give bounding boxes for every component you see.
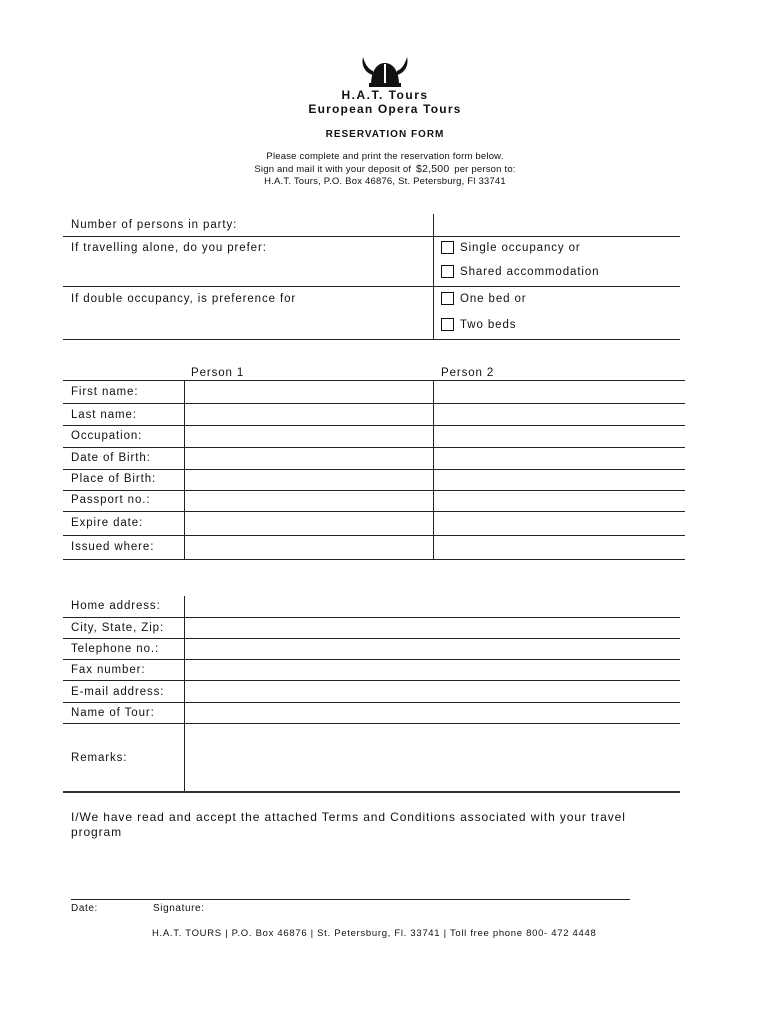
passport-no-label: Passport no.: [71, 494, 151, 506]
name-of-tour-input[interactable] [185, 703, 679, 723]
signature-input[interactable] [71, 880, 631, 900]
person1-occupation-input[interactable] [185, 426, 433, 447]
persons-in-party-label: Number of persons in party: [71, 219, 238, 231]
terms-statement: I/We have read and accept the attached Terms and Conditions associated with your travel program [71, 810, 626, 839]
brand-subtitle: European Opera Tours [308, 102, 462, 116]
footer-contact: H.A.T. TOURS | P.O. Box 46876 | St. Petersburg, Fl. 33741 | Toll free phone 800- 472 4448 [152, 928, 597, 939]
address-table-bottom-line [63, 791, 680, 793]
person1-issued-where-input[interactable] [185, 536, 433, 559]
two-beds-label: Two beds [460, 319, 517, 331]
issued-where-label: Issued where: [71, 541, 155, 553]
shared-accommodation-checkbox[interactable] [441, 265, 454, 278]
viking-helmet-logo-icon [359, 55, 411, 89]
name-of-tour-label: Name of Tour: [71, 707, 155, 719]
person2-first-name-input[interactable] [434, 381, 684, 403]
instructions-deposit-prefix: Sign and mail it with your deposit of [254, 164, 412, 175]
person1-date-of-birth-input[interactable] [185, 448, 433, 469]
email-address-label: E-mail address: [71, 686, 165, 698]
form-title: RESERVATION FORM [325, 129, 445, 140]
city-state-zip-label: City, State, Zip: [71, 622, 165, 634]
instructions-line-2 [0, 163, 770, 175]
instructions-line-3: H.A.T. Tours, P.O. Box 46876, St. Petersburg, Fl 33741 [264, 176, 506, 187]
person-2-header: Person 2 [441, 367, 495, 379]
expire-date-label: Expire date: [71, 517, 144, 529]
telephone-input[interactable] [185, 639, 679, 659]
deposit-amount: $2,500 [416, 163, 450, 175]
person2-place-of-birth-input[interactable] [434, 470, 684, 490]
person1-place-of-birth-input[interactable] [185, 470, 433, 490]
home-address-input[interactable] [185, 596, 679, 617]
person1-expire-date-input[interactable] [185, 512, 433, 535]
single-occupancy-checkbox[interactable] [441, 241, 454, 254]
divider [63, 286, 680, 287]
table-bottom-line [63, 559, 685, 560]
single-occupancy-label: Single occupancy or [460, 242, 581, 254]
occupation-label: Occupation: [71, 430, 143, 442]
person1-last-name-input[interactable] [185, 404, 433, 425]
signature-line [71, 899, 630, 900]
shared-accommodation-label: Shared accommodation [460, 266, 600, 278]
fax-number-input[interactable] [185, 660, 679, 680]
signature-label: Signature: [153, 903, 205, 914]
date-label: Date: [71, 903, 98, 914]
person2-date-of-birth-input[interactable] [434, 448, 684, 469]
instructions-line-1: Please complete and print the reservation form below. [266, 151, 504, 162]
divider [63, 339, 680, 340]
two-beds-checkbox[interactable] [441, 318, 454, 331]
instructions-deposit-suffix: per person to: [454, 164, 516, 175]
brand-name: H.A.T. Tours [341, 88, 429, 102]
fax-number-label: Fax number: [71, 664, 146, 676]
one-bed-checkbox[interactable] [441, 292, 454, 305]
person2-expire-date-input[interactable] [434, 512, 684, 535]
travelling-alone-label: If travelling alone, do you prefer: [71, 242, 267, 254]
email-address-input[interactable] [185, 681, 679, 702]
divider [63, 236, 680, 237]
date-of-birth-label: Date of Birth: [71, 452, 151, 464]
remarks-textarea[interactable] [185, 724, 679, 792]
first-name-label: First name: [71, 386, 139, 398]
telephone-label: Telephone no.: [71, 643, 160, 655]
place-of-birth-label: Place of Birth: [71, 473, 157, 485]
person1-passport-input[interactable] [185, 491, 433, 511]
city-state-zip-input[interactable] [185, 618, 679, 638]
remarks-label: Remarks: [71, 752, 128, 764]
person2-issued-where-input[interactable] [434, 536, 684, 559]
person1-first-name-input[interactable] [185, 381, 433, 403]
person2-passport-input[interactable] [434, 491, 684, 511]
double-occupancy-label: If double occupancy, is preference for [71, 293, 297, 305]
home-address-label: Home address: [71, 600, 161, 612]
one-bed-label: One bed or [460, 293, 527, 305]
person-1-header: Person 1 [191, 367, 245, 379]
person2-occupation-input[interactable] [434, 426, 684, 447]
persons-in-party-input[interactable] [434, 214, 678, 235]
person2-last-name-input[interactable] [434, 404, 684, 425]
last-name-label: Last name: [71, 409, 137, 421]
